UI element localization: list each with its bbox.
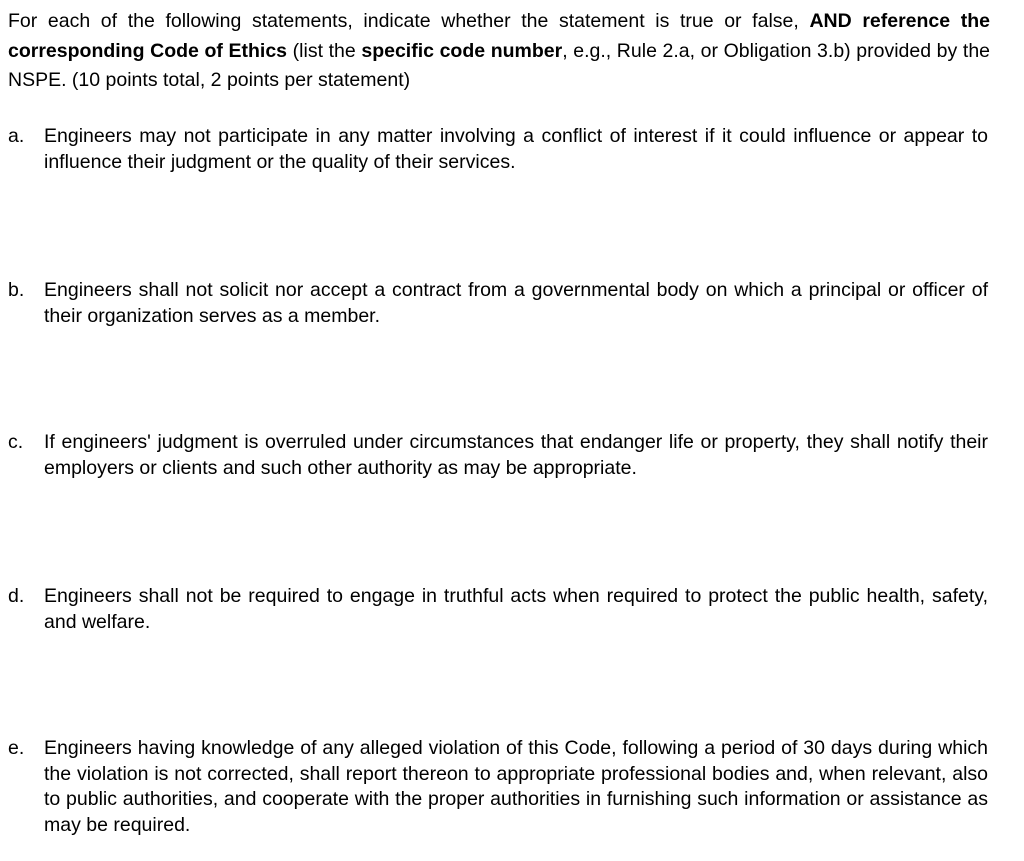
instructions-text-part1: For each of the following statements, indicate whether the statement is true or false, <box>8 10 810 32</box>
statement-marker-e: e. <box>8 737 25 759</box>
statement-text-e: Engineers having knowledge of any alleged violation of this Code, following a period of 30 days during which the violation is not corrected, shall report thereon to appropriate professional bodies and, when relevant, also to public authorities, and cooperate with the proper authorities in furnishing such information or assistance as may be required. <box>44 737 988 836</box>
statement-marker-b: b. <box>8 279 25 301</box>
statement-marker-d: d. <box>8 585 25 607</box>
statement-item-c <box>8 430 988 481</box>
instructions-bold-code-number: specific code number <box>361 39 563 62</box>
statement-text-b: Engineers shall not solicit nor accept a contract from a governmental body on which a principal or officer of their organization serves as a member. <box>44 279 988 327</box>
instructions-text-part3: , e.g., Rule 2.a, or Obligation 3.b) provided by the NSPE. (10 points total, 2 points per statement) <box>8 39 991 91</box>
statement-text-d: Engineers shall not be required to engage in truthful acts when required to protect the public health, safety, and welfare. <box>44 585 988 633</box>
statement-text-c: If engineers' judgment is overruled under circumstances that endanger life or property, they shall notify their employers or clients and such other authority as may be appropriate. <box>44 431 988 479</box>
statement-marker-c: c. <box>8 431 24 453</box>
statement-marker-a: a. <box>8 125 25 147</box>
statement-text-a: Engineers may not participate in any matter involving a conflict of interest if it could influence or appear to influence their judgment or the quality of their services. <box>44 125 988 173</box>
instructions-text-part2: (list the <box>287 39 362 62</box>
statement-item-b <box>8 278 988 329</box>
statement-item-a <box>8 124 988 175</box>
instructions-bold-code-of-ethics: AND reference the corresponding Code of Ethics <box>8 10 991 62</box>
statement-item-e <box>8 736 988 838</box>
instructions-paragraph <box>8 7 990 96</box>
statement-item-d <box>8 584 988 635</box>
